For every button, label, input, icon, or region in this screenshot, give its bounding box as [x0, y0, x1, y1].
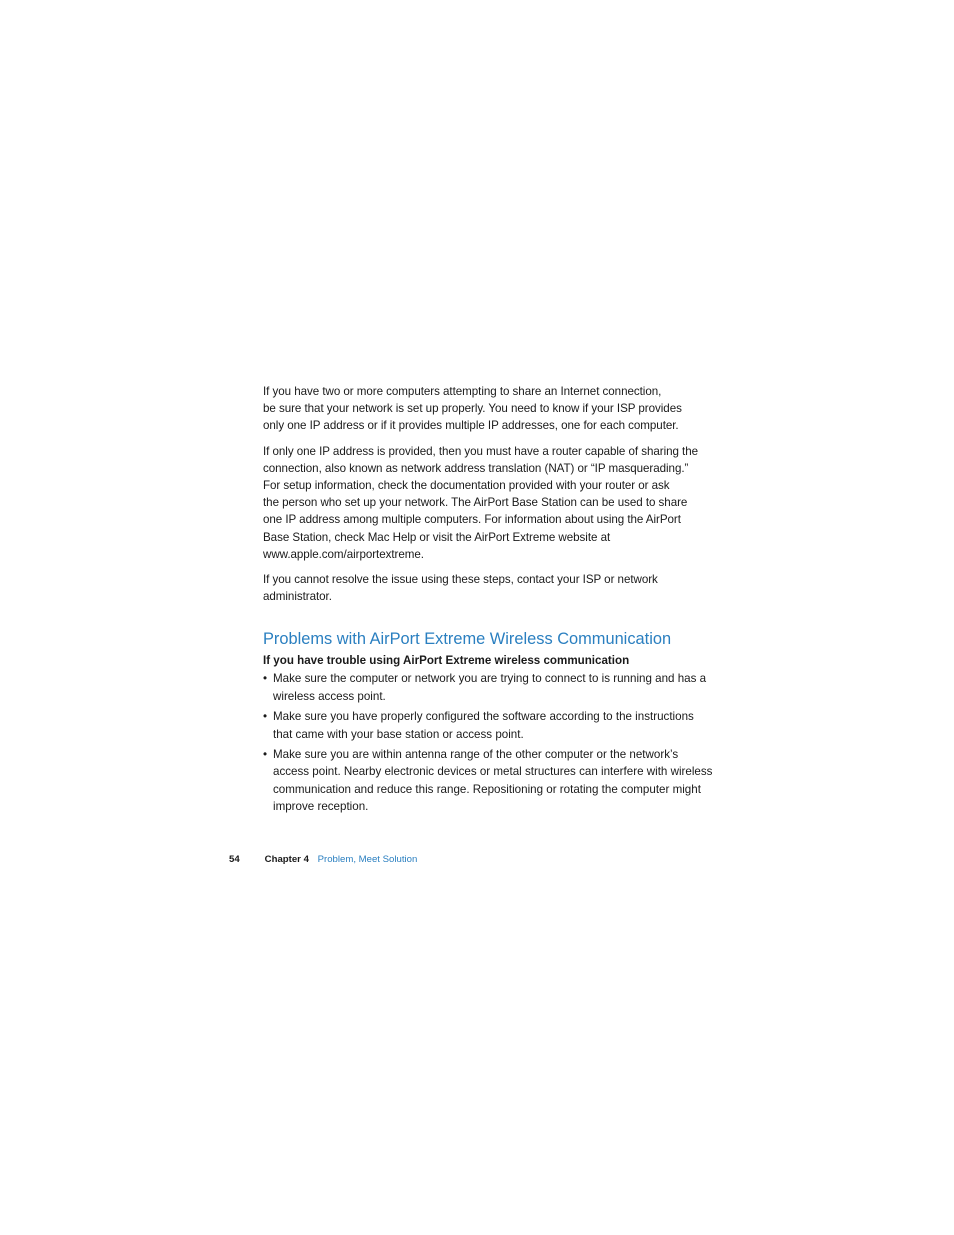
- text-line: wireless access point.: [273, 689, 386, 703]
- text-line: improve reception.: [273, 800, 369, 814]
- text-line: Make sure you have properly configured the software according to the instructions: [273, 710, 694, 724]
- list-item: [263, 746, 713, 816]
- bullet-icon: •: [263, 672, 268, 686]
- text-line: Make sure the computer or network you are trying to connect to is running and has a: [273, 672, 707, 686]
- text-line: For setup information, check the documentation provided with your router or ask: [263, 479, 670, 493]
- page-body: [263, 383, 713, 819]
- text-line: administrator.: [263, 590, 332, 604]
- text-line: www.apple.com/airportextreme.: [263, 547, 424, 561]
- paragraph-contact-isp: [263, 571, 708, 605]
- list-item: [263, 670, 708, 705]
- list-item: [263, 708, 708, 743]
- text-line: the person who set up your network. The AirPort Base Station can be used to share: [263, 496, 688, 510]
- text-line: If you cannot resolve the issue using these steps, contact your ISP or network: [263, 573, 658, 587]
- page-number: 54: [229, 854, 240, 865]
- text-line: access point. Nearby electronic devices or metal structures can interfere with wireless: [273, 765, 713, 779]
- paragraph-single-ip: [263, 443, 708, 563]
- text-line: Base Station, check Mac Help or visit the AirPort Extreme website at: [263, 530, 611, 544]
- text-line: Make sure you are within antenna range of the other computer or the network’s: [273, 748, 679, 762]
- bullet-icon: •: [263, 710, 268, 724]
- text-line: be sure that your network is set up properly. You need to know if your ISP provides: [263, 402, 682, 416]
- chapter-title: Problem, Meet Solution: [317, 854, 418, 865]
- bullet-icon: •: [263, 748, 268, 762]
- text-line: If you have two or more computers attempting to share an Internet connection,: [263, 385, 662, 398]
- text-line: communication and reduce this range. Repositioning or rotating the computer might: [273, 782, 701, 796]
- text-line: connection, also known as network address translation (NAT) or “IP masquerading.”: [263, 461, 689, 475]
- text-line: that came with your base station or access point.: [273, 727, 524, 741]
- paragraph-shared-connection: [263, 383, 708, 435]
- text-line: only one IP address or if it provides multiple IP addresses, one for each computer.: [263, 419, 679, 433]
- chapter-label: Chapter 4: [264, 854, 309, 865]
- bullet-list: [263, 670, 713, 815]
- text-line: one IP address among multiple computers. For information about using the AirPort: [263, 513, 681, 527]
- section-heading: Problems with AirPort Extreme Wireless Communication: [263, 630, 672, 649]
- text-line: If only one IP address is provided, then you must have a router capable of sharing the: [263, 444, 699, 458]
- section-subheading: If you have trouble using AirPort Extreme wireless communication: [263, 654, 630, 668]
- page-footer: [229, 853, 417, 867]
